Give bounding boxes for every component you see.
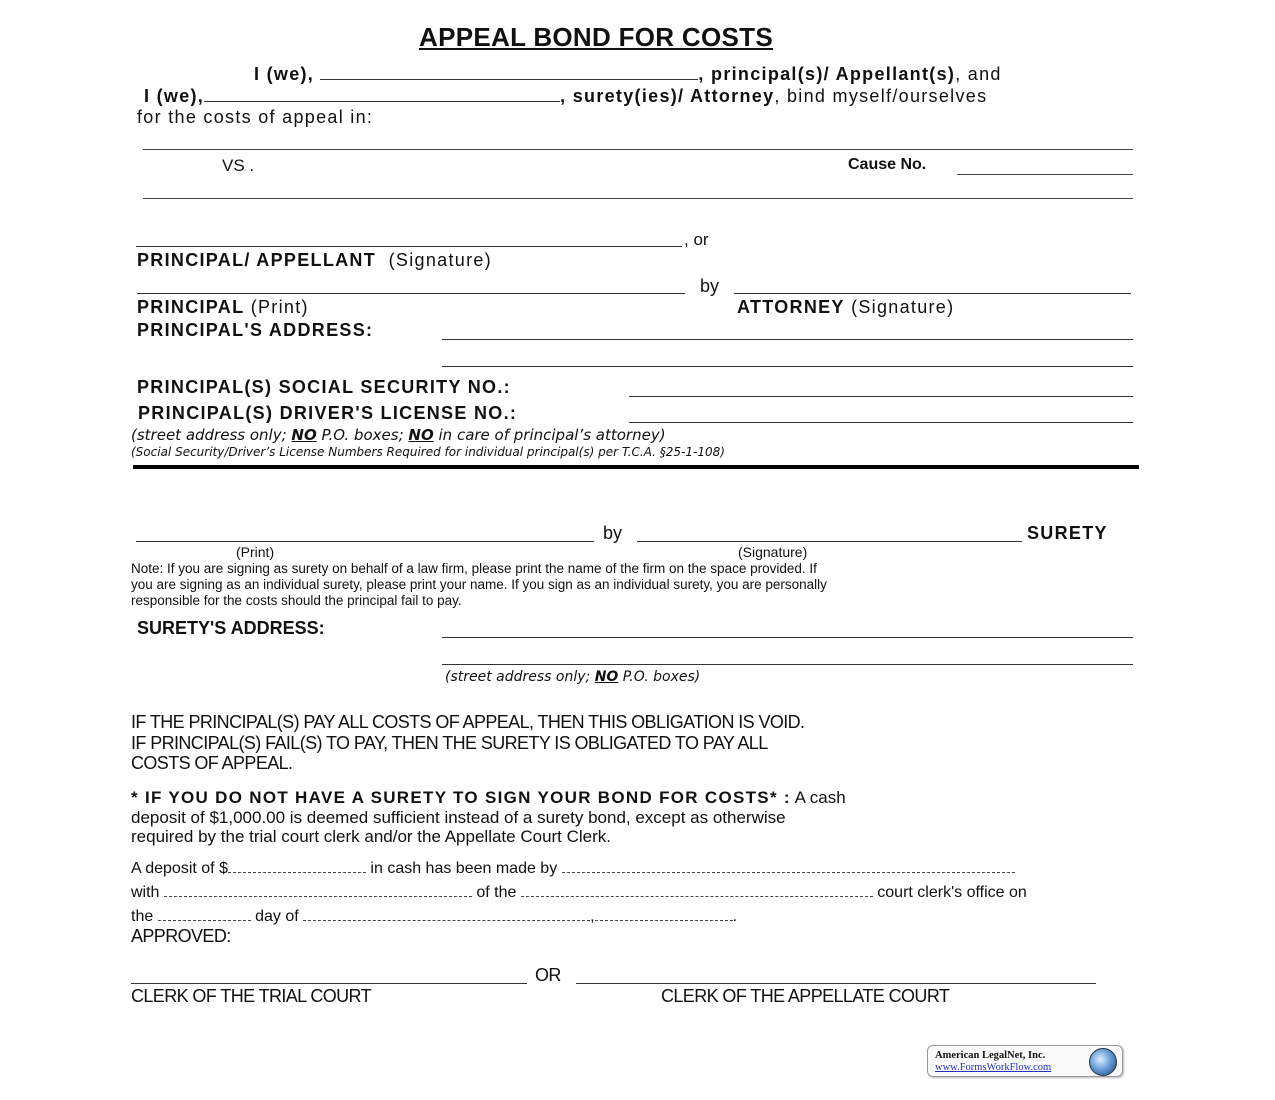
section-divider [133,465,1139,469]
principal-print-label [137,297,309,318]
surety-address-line-1[interactable] [442,637,1133,638]
surety-signature-field[interactable] [637,541,1022,542]
principal-address-line-2[interactable] [442,366,1133,367]
note-text: (street address only; [131,426,292,444]
surety-attorney-label: , surety(ies)/ Attorney [560,86,775,106]
ssn-dl-requirement-note: (Social Security/Driver’s License Numbers Required for individual principal(s) per T.C.A. §25-1-108) [131,445,725,459]
cash-deposit-heading-line [131,788,846,808]
cash-deposit-text: A cash [790,788,846,807]
intro-line-1 [254,64,1002,85]
deposit-text: day of [250,908,304,925]
trial-clerk-signature-field[interactable] [131,983,527,984]
attorney-signature-label [737,297,954,318]
deposit-row-3 [131,908,737,926]
principal-dl-field[interactable] [629,422,1133,423]
surety-name-field[interactable] [204,101,560,102]
deposit-with-field[interactable] [164,895,472,897]
principal-dl-label: PRINCIPAL(S) DRIVER'S LICENSE NO.: [138,403,518,423]
cash-deposit-line-2: deposit of $1,000.00 is deemed sufficient instead of a surety bond, except as otherwise [131,808,786,827]
surety-print-hint: (Print) [236,544,275,560]
american-legalnet-logo[interactable] [927,1045,1123,1077]
case-party-2-field[interactable] [143,198,1133,199]
principal-ssn-field[interactable] [629,396,1133,397]
principal-address-line-1[interactable] [442,339,1133,340]
surety-print-field[interactable] [136,541,594,542]
obligation-line-1: IF THE PRINCIPAL(S) PAY ALL COSTS OF APPEAL, THEN THIS OBLIGATION IS VOID. [131,712,805,732]
principal-address-label: PRINCIPAL'S ADDRESS: [137,320,374,340]
note-text: (street address only; [445,669,595,685]
month-field[interactable] [303,919,590,921]
page-title: APPEAL BOND FOR COSTS [419,22,773,52]
deposit-made-by-field[interactable] [562,871,1015,873]
intro-prefix-2: I (we), [144,86,205,106]
vs-label: VS . [222,156,255,175]
deposit-text: , [590,908,595,925]
attorney-signature-hint: (Signature) [851,297,955,317]
intro-and-text: , and [955,64,1002,84]
surety-address-label: SURETY'S ADDRESS: [137,618,325,638]
globe-icon [1089,1048,1117,1076]
intro-prefix-1: I (we), [254,64,315,84]
surety-signature-hint: (Signature) [738,544,808,560]
appellate-clerk-signature-field[interactable] [576,983,1096,984]
deposit-row-2 [131,884,1027,902]
surety-by-text: by [603,523,623,543]
logo-company-name: American LegalNet, Inc. [935,1050,1046,1061]
deposit-text: the [131,908,158,925]
court-name-field[interactable] [521,895,873,897]
note-no-emphasis: NO [594,669,619,685]
intro-line-3: for the costs of appeal in: [137,107,374,127]
principal-appellant-bold: PRINCIPAL/ APPELLANT [137,250,377,270]
principal-signature-field[interactable] [136,246,682,247]
day-field[interactable] [158,919,251,921]
deposit-text: with [131,884,164,901]
principal-bold: PRINCIPAL [137,297,245,317]
note-text: P.O. boxes; [316,426,409,444]
note-text: P.O. boxes) [618,669,701,685]
obligation-line-3: COSTS OF APPEAL. [131,753,293,773]
deposit-amount-field[interactable] [228,871,366,873]
attorney-signature-field[interactable] [734,293,1131,294]
print-hint: (Print) [250,297,309,317]
logo-url-link[interactable]: www.FormsWorkFlow.com [935,1062,1052,1073]
intro-bind-text: , bind myself/ourselves [774,86,988,106]
surety-note-line-2: you are signing as an individual surety, please print your name. If you sign as an individual surety, you are personally [131,577,827,592]
cause-no-field[interactable] [957,174,1133,175]
clerk-or-text: OR [535,965,561,985]
cash-deposit-heading: * IF YOU DO NOT HAVE A SURETY TO SIGN YOUR BOND FOR COSTS* : [131,788,791,807]
cash-deposit-line-3: required by the trial court clerk and/or the Appellate Court Clerk. [131,827,612,846]
surety-note-line-1: Note: If you are signing as surety on behalf of a law firm, please print the name of the firm on the space provided. If [131,561,817,576]
attorney-bold: ATTORNEY [737,297,845,317]
note-no-emphasis: NO [408,426,434,444]
surety-address-line-2[interactable] [442,664,1133,665]
note-text: in care of principal’s attorney) [433,426,666,444]
deposit-text: court clerk's office on [872,884,1027,901]
principal-appellant-label: , principal(s)/ Appellant(s) [698,64,956,84]
note-no-emphasis: NO [291,426,317,444]
surety-label: SURETY [1027,523,1108,543]
principal-appellant-signature-label [137,250,492,271]
principal-address-note [131,426,666,444]
approved-label: APPROVED: [131,926,231,946]
obligation-line-2: IF PRINCIPAL(S) FAIL(S) TO PAY, THEN THE SURETY IS OBLIGATED TO PAY ALL [131,733,768,753]
appellate-clerk-label: CLERK OF THE APPELLATE COURT [661,986,950,1006]
principal-name-field[interactable] [320,79,698,80]
by-text: by [700,276,720,296]
deposit-text: of the [471,884,521,901]
case-party-1-field[interactable] [143,149,1133,150]
deposit-text: . [732,908,738,925]
deposit-row-1 [131,860,1015,878]
principal-print-field[interactable] [137,293,685,294]
cause-no-label: Cause No. [848,156,927,173]
trial-clerk-label: CLERK OF THE TRIAL COURT [131,986,371,1006]
signature-hint: (Signature) [388,250,492,270]
deposit-text: in cash has been made by [365,860,562,877]
or-text: , or [684,230,709,249]
surety-note-line-3: responsible for the costs should the principal fail to pay. [131,593,462,608]
intro-line-2 [144,86,987,107]
year-field[interactable] [595,919,733,921]
principal-ssn-label: PRINCIPAL(S) SOCIAL SECURITY NO.: [137,377,511,397]
surety-address-note [445,669,700,685]
deposit-text: A deposit of $ [131,860,228,877]
